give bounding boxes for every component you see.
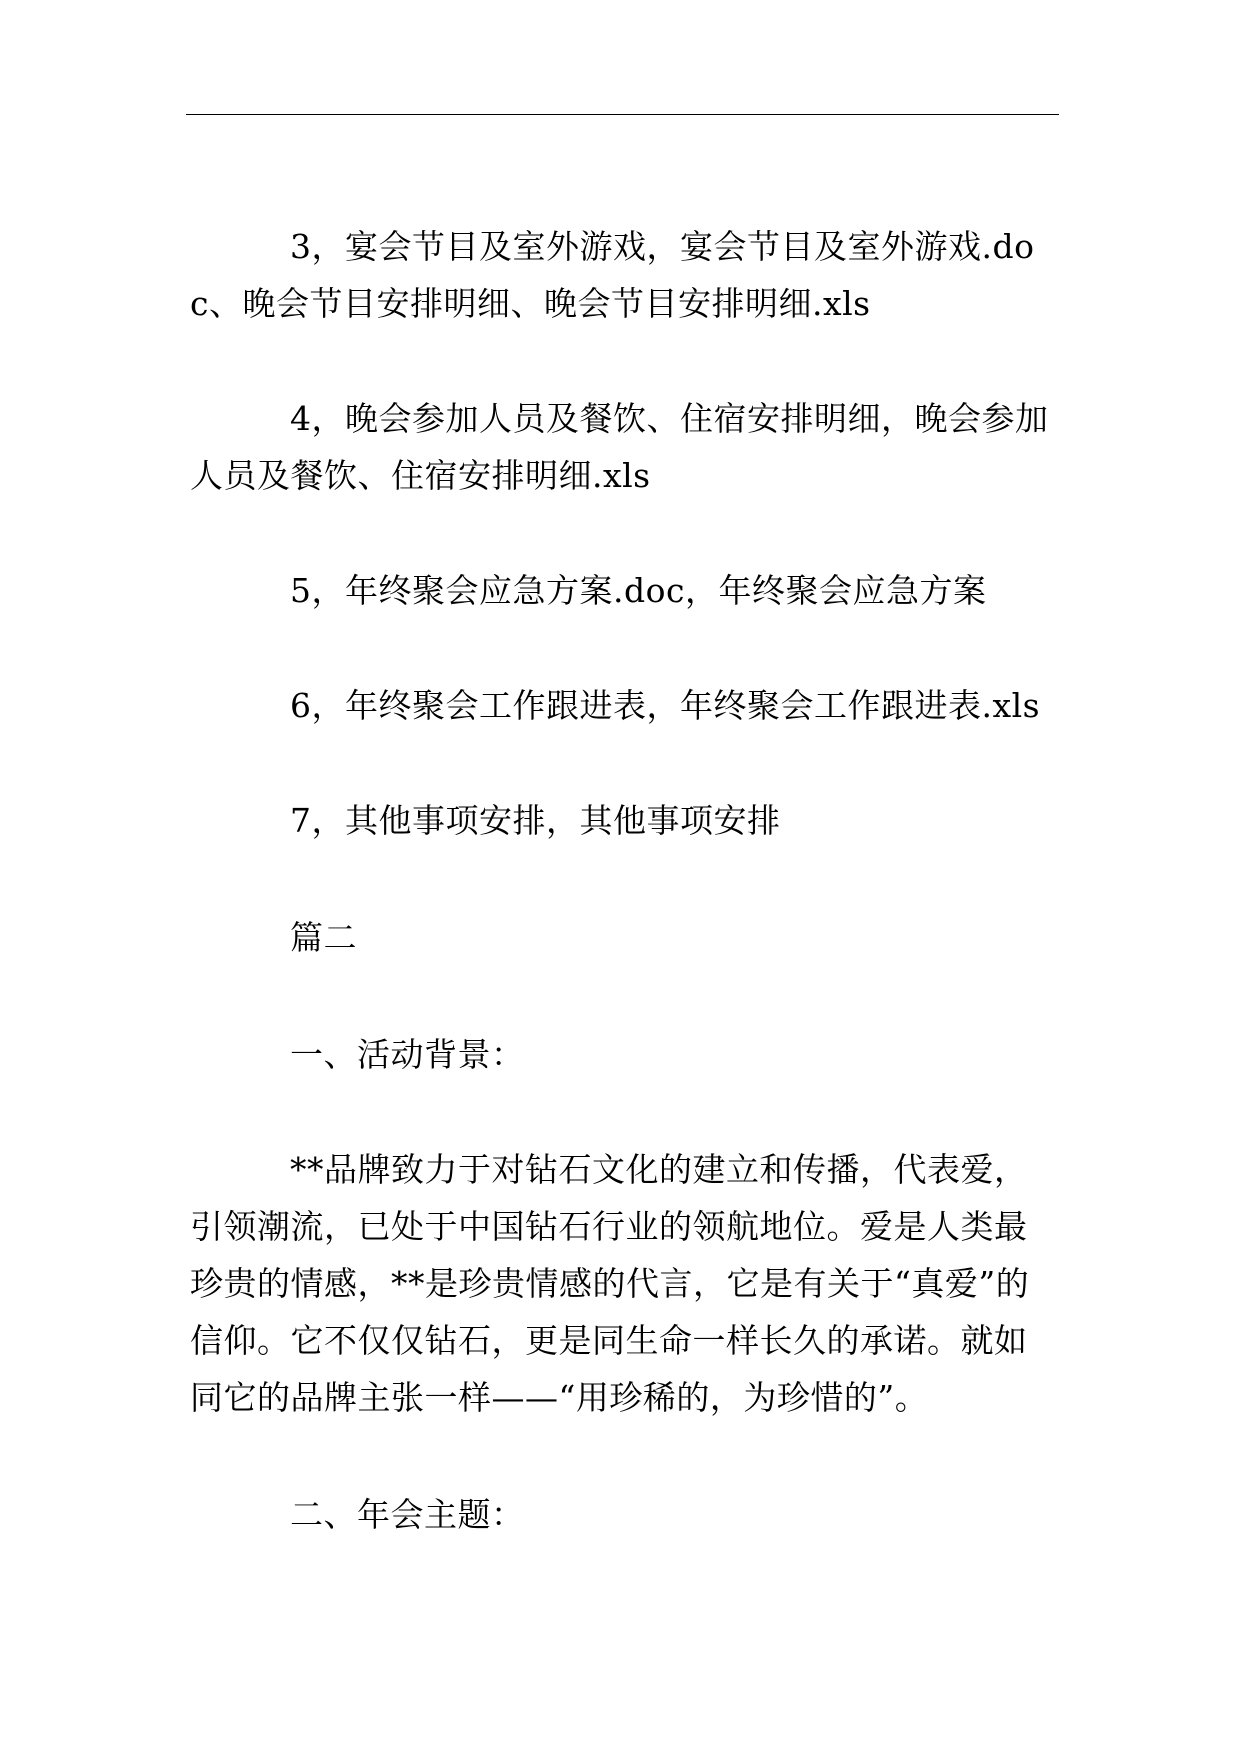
- section-heading-part-two: 篇二: [290, 918, 357, 957]
- paragraph-item-3: 3，宴会节目及室外游戏，宴会节目及室外游戏.doc、晚会节目安排明细、晚会节目安排明细.xls: [190, 227, 1035, 323]
- heading-annual-theme: 二、年会主题：: [290, 1495, 525, 1534]
- heading-activity-background: 一、活动背景：: [290, 1035, 525, 1074]
- paragraph-item-5: 5，年终聚会应急方案.doc，年终聚会应急方案: [290, 571, 987, 610]
- document-body: [190, 218, 1056, 1543]
- paragraph-brand-background: **品牌致力于对钻石文化的建立和传播，代表爱，引领潮流，已处于中国钻石行业的领航地位。爱是人类最珍贵的情感，**是珍贵情感的代言，它是有关于“真爱”的信仰。它不仅仅钻石，更是同生命一样长久的承诺。就如同它的品牌主张一样——“用珍稀的，为珍惜的”。: [190, 1150, 1030, 1417]
- paragraph-item-6: 6，年终聚会工作跟进表，年终聚会工作跟进表.xls: [290, 686, 1041, 725]
- paragraph-item-4: 4，晚会参加人员及餐饮、住宿安排明细，晚会参加人员及餐饮、住宿安排明细.xls: [190, 399, 1049, 495]
- paragraph-item-7: 7，其他事项安排，其他事项安排: [290, 801, 781, 840]
- header-rule: [186, 114, 1059, 115]
